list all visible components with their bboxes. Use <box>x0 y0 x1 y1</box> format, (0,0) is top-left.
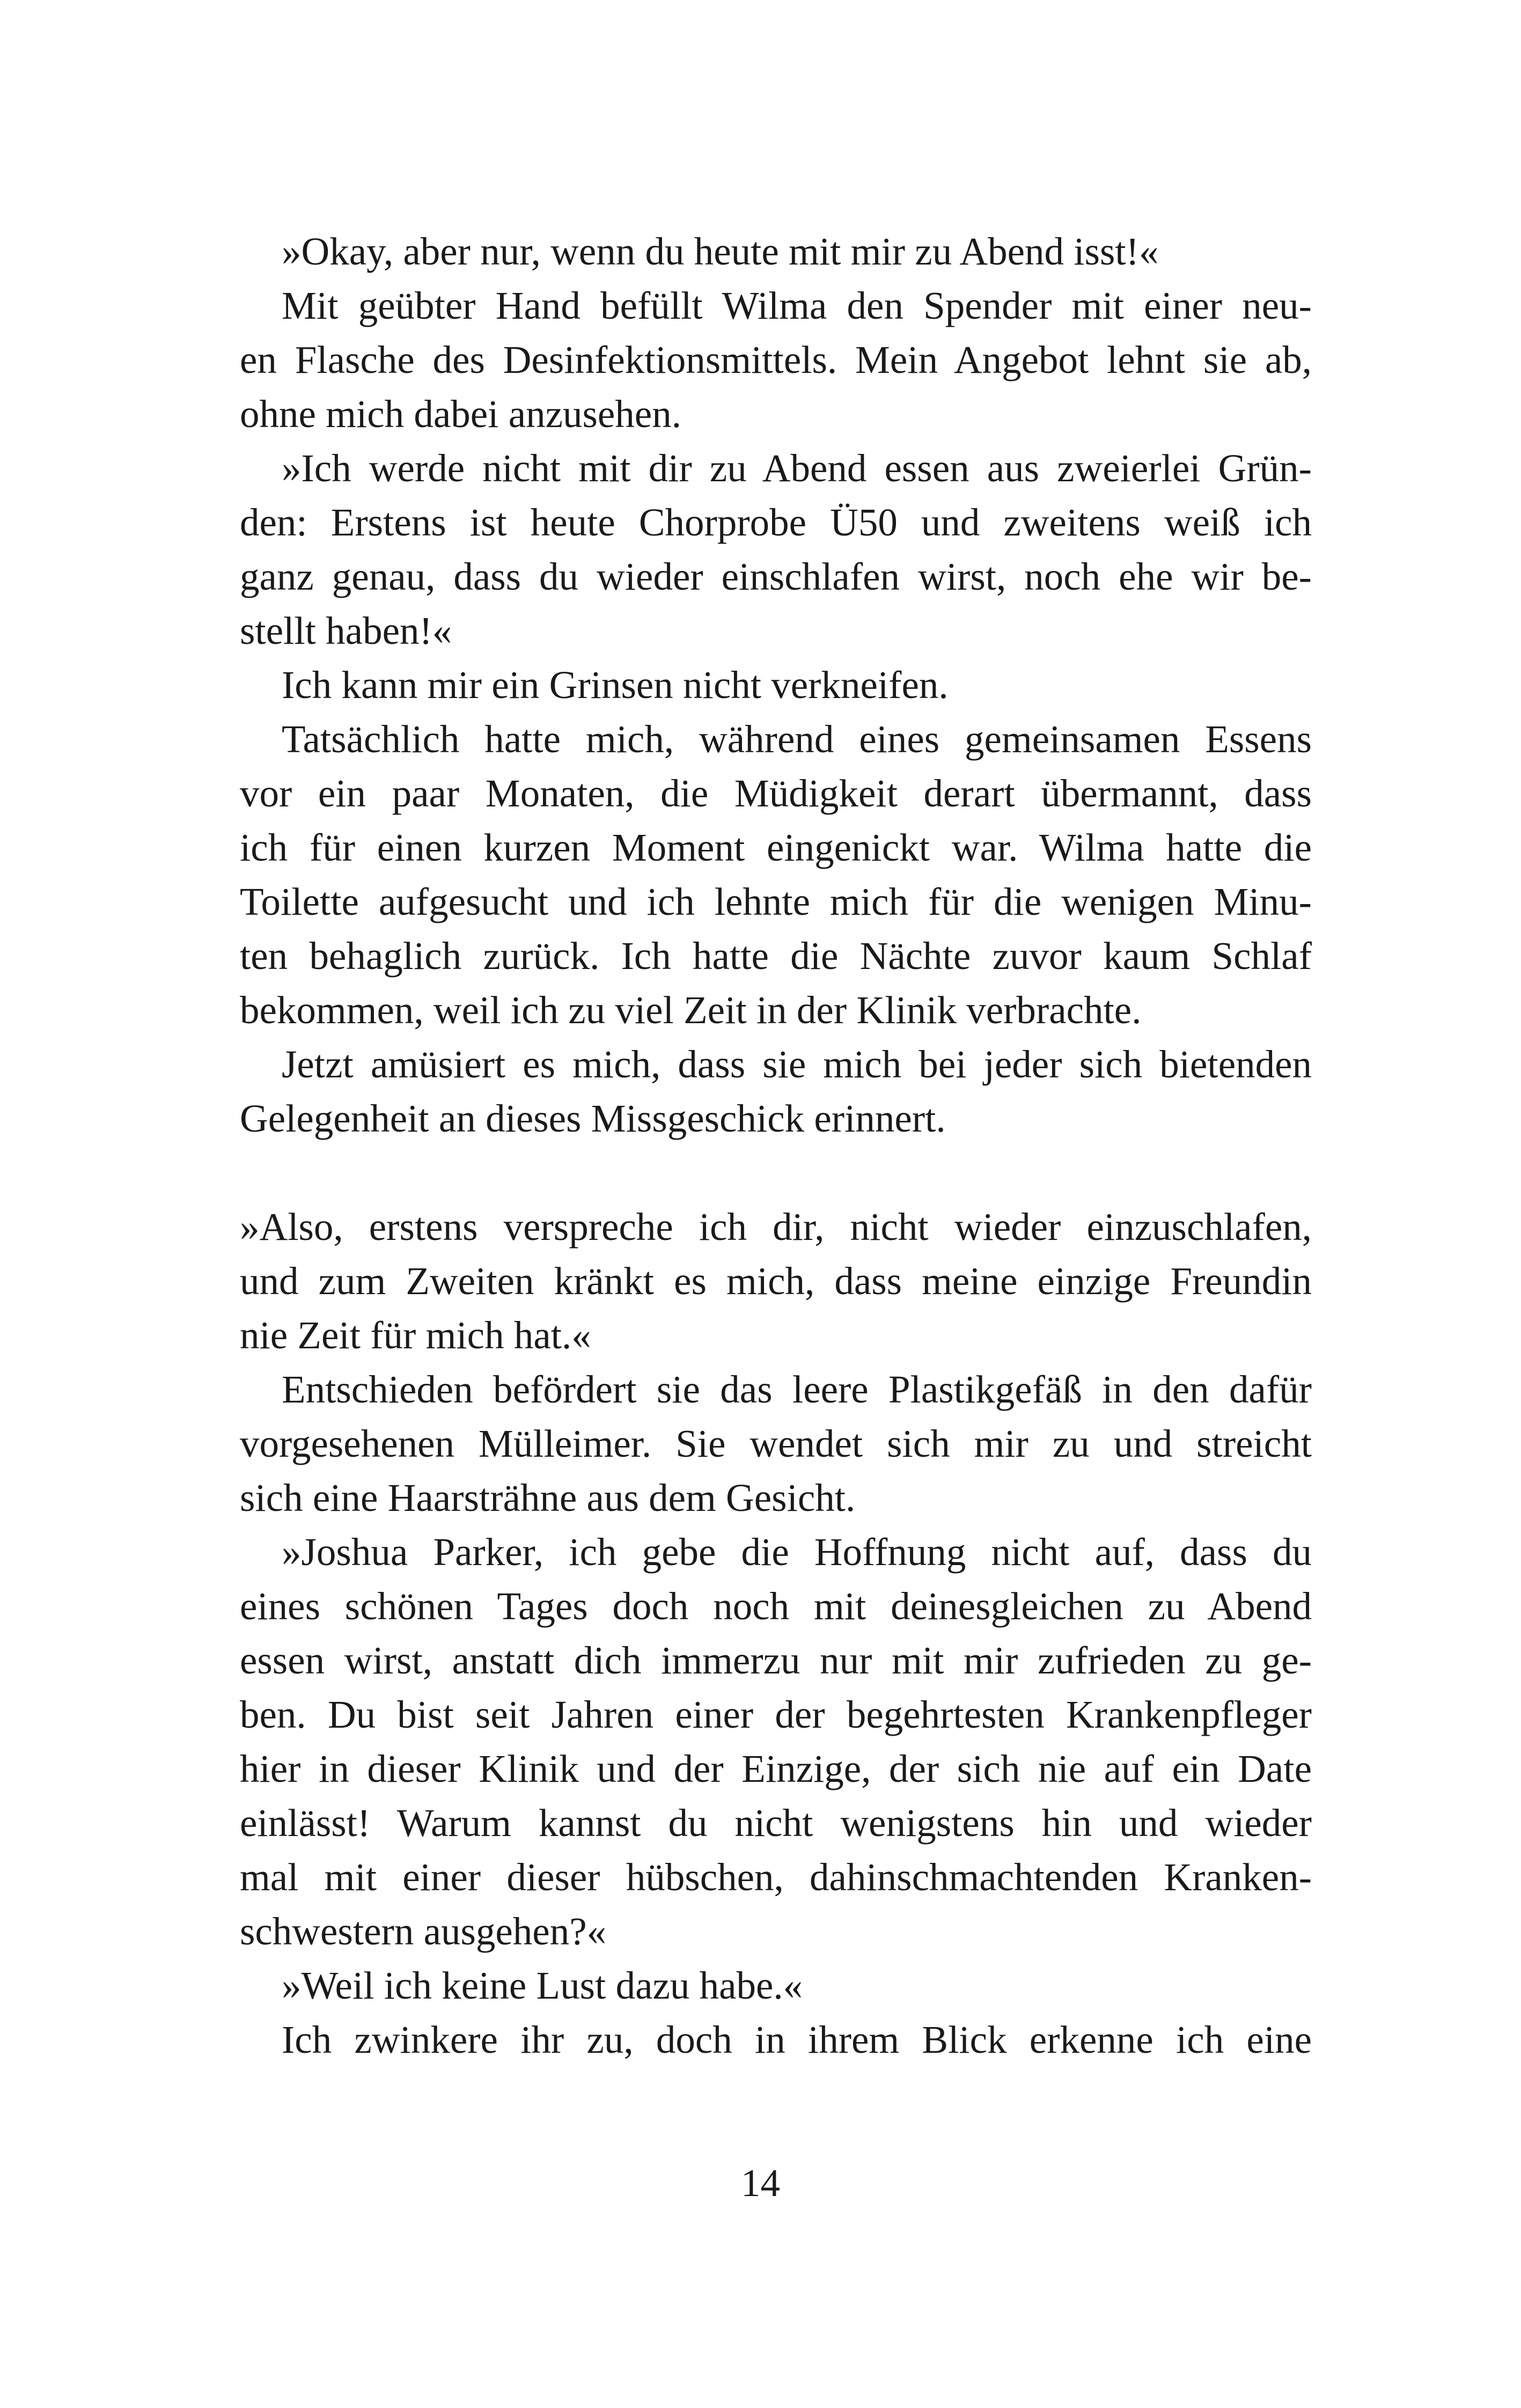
text-line: »Weil ich keine Lust dazu habe.« <box>282 1964 803 2007</box>
text-line: Toilette aufgesucht und ich lehnte mich für die wenigen Minu- <box>240 880 1312 923</box>
text-line: »Also, erstens verspreche ich dir, nicht wieder einzuschlafen, <box>240 1205 1312 1249</box>
text-line: mal mit einer dieser hübschen, dahinschmachtenden Kranken- <box>240 1855 1312 1899</box>
text-line: Gelegenheit an dieses Missgeschick erinnert. <box>240 1097 946 1140</box>
text-line: den: Erstens ist heute Chorprobe Ü50 und zweitens weiß ich <box>240 501 1312 544</box>
text-line: »Okay, aber nur, wenn du heute mit mir zu Abend isst!« <box>282 230 1159 273</box>
text-line: Ich kann mir ein Grinsen nicht verkneifen. <box>282 663 949 707</box>
text-line: hier in dieser Klinik und der Einzige, der sich nie auf ein Date <box>240 1747 1312 1790</box>
text-line: ben. Du bist seit Jahren einer der begehrtesten Krankenpfleger <box>240 1693 1312 1736</box>
text-line: Tatsächlich hatte mich, während eines gemeinsamen Essens <box>282 717 1312 761</box>
text-line: Entschieden befördert sie das leere Plastikgefäß in den dafür <box>282 1368 1312 1411</box>
text-line: ich für einen kurzen Moment eingenickt war. Wilma hatte die <box>240 826 1312 869</box>
text-line: vorgesehenen Mülleimer. Sie wendet sich mir zu und streicht <box>240 1422 1312 1465</box>
text-line: und zum Zweiten kränkt es mich, dass meine einzige Freundin <box>240 1259 1312 1303</box>
text-line: vor ein paar Monaten, die Müdigkeit derart übermannt, dass <box>240 772 1312 815</box>
text-line: bekommen, weil ich zu viel Zeit in der Klinik verbrachte. <box>240 988 1142 1032</box>
text-line: essen wirst, anstatt dich immerzu nur mit mir zufrieden zu ge- <box>240 1639 1312 1682</box>
text-line: nie Zeit für mich hat.« <box>240 1313 591 1357</box>
text-line: ganz genau, dass du wieder einschlafen wirst, noch ehe wir be- <box>240 555 1312 598</box>
text-line: ohne mich dabei anzusehen. <box>240 392 681 436</box>
text-line: Mit geübter Hand befüllt Wilma den Spender mit einer neu- <box>282 284 1312 327</box>
scene-break <box>240 1146 1312 1200</box>
text-line: schwestern ausgehen?« <box>240 1910 607 1953</box>
text-line: einlässt! Warum kannst du nicht wenigstens hin und wieder <box>240 1801 1312 1845</box>
text-line: sich eine Haarsträhne aus dem Gesicht. <box>240 1476 856 1519</box>
text-line: »Joshua Parker, ich gebe die Hoffnung nicht auf, dass du <box>282 1530 1312 1574</box>
page-number: 14 <box>741 2161 780 2205</box>
text-line: Jetzt amüsiert es mich, dass sie mich bei jeder sich bietenden <box>282 1043 1312 1086</box>
text-line: stellt haben!« <box>240 609 452 652</box>
text-line: en Flasche des Desinfektionsmittels. Mein Angebot lehnt sie ab, <box>240 338 1312 381</box>
text-line: Ich zwinkere ihr zu, doch in ihrem Blick erkenne ich eine <box>282 2018 1312 2061</box>
text-line: ten behaglich zurück. Ich hatte die Nächte zuvor kaum Schlaf <box>240 934 1312 978</box>
body-text <box>240 224 1312 2067</box>
text-line: »Ich werde nicht mit dir zu Abend essen aus zweierlei Grün- <box>282 446 1312 490</box>
text-line: eines schönen Tages doch noch mit deinesgleichen zu Abend <box>240 1584 1312 1628</box>
